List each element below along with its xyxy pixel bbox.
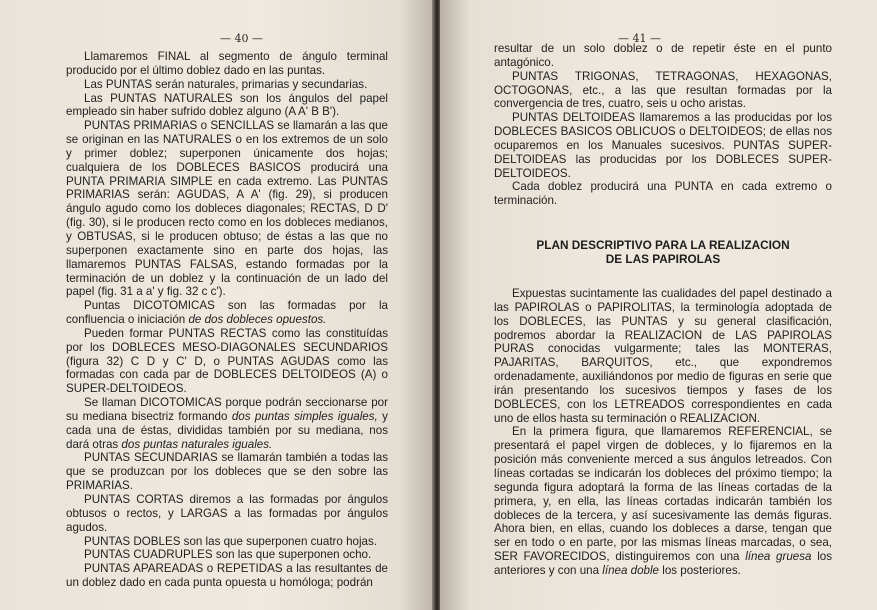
paragraph: PUNTAS DELTOIDEAS llamaremos a las producidas por los DOBLECES BASICOS OBLICUOS o DELTOIDEOS; de ellas nos ocuparemos en los Manuales sucesivos. PUNTAS SUPER-DELTOIDEAS las producidas por los DOBLECES SUPER-DELTOIDEOS. (494, 111, 832, 180)
paragraph: Pueden formar PUNTAS RECTAS como las constituídas por los DOBLECES MESO-DIAGONALES SECUNDARIOS (figura 32) C D y C' D, o PUNTAS AGUDAS como las formadas con cada par de DOBLECES DELTOIDEOS (A) o SUPER-DELTOIDEOS. (66, 326, 388, 396)
paragraph: PUNTAS CUADRUPLES son las que superponen ocho. (84, 548, 372, 562)
paragraph: Expuestas sucintamente las cualidades del papel destinado a las PAPIROLAS o PAPIROLITAS, la terminología adoptada de los DOBLECES, las PUNTAS y su general clasificación, podremos abordar la REALIZACION de LAS PAPIROLAS PURAS conocidas vulgarmente; tales las MONTERAS, PAJARITAS, BARQUITOS, etc., que expondremos ordenadamente, auxiliándonos por medio de figuras en serie que irán presentando los sucesivos tiempos y fases de los DOBLECES, con los LETREADOS correspondientes en cada uno de ellos hasta su terminación o REALIZACION. (494, 287, 832, 425)
italic-text: dos puntas simples iguales, (231, 409, 378, 423)
paragraph: PUNTAS SECUNDARIAS se llamarán también a todas las que se produzcan por los dobleces que se den sobre las PRIMARIAS. (66, 451, 388, 493)
paragraph: Llamaremos FINAL al segmento de ángulo terminal producido por el último doblez dado en las puntas. (66, 50, 388, 77)
paragraph: Cada doblez producirá una PUNTA en cada extremo o terminación. (494, 180, 832, 208)
paragraph: PUNTAS TRIGONAS, TETRAGONAS, HEXAGONAS, OCTOGONAS, etc., a las que resultan formadas por la convergencia de tres, cuatro, seis u ocho aristas. (494, 69, 832, 111)
paragraph-text: los posteriores. (659, 563, 741, 577)
paragraph-text: Se llaman DICOTOMICAS porque podrán seccionarse por su mediana bisectriz formando (66, 396, 388, 423)
paragraph (66, 396, 388, 451)
heading-line: PLAN DESCRIPTIVO PARA LA REALIZACION (536, 238, 790, 252)
section-heading (494, 238, 832, 266)
italic-text: línea gruesa (745, 550, 812, 564)
paragraph: PUNTAS PRIMARIAS o SENCILLAS se llamarán a las que se originan en las NATURALES o en los extremos de un solo y primer doblez; superponen únicamente dos hojas; cualquiera de los DOBLECES BASICOS producirá una PUNTA PRIMARIA SIMPLE en cada extremo. Las PUNTAS PRIMARIAS serán: AGUDAS, A A' (fig. 29), si producen ángulo agudo como los dobleces diagonales; RECTAS, D D' (fig. 30), si le producen recto como en los dobleces medianos, y OBTUSAS, si le producen obtuso; de éstas a las que no superponen exactamente sino en parte dos hojas, las llamaremos PUNTAS FALSAS, estando formadas por la terminación de un doblez y la continuación de un lado del papel (fig. 31 a a' y fig. 32 c c'). (66, 119, 388, 299)
paragraph: Las PUNTAS serán naturales, primarias y secundarias. (84, 77, 368, 91)
paragraph: PUNTAS DOBLES son las que superponen cuatro hojas. (84, 534, 378, 548)
paragraph-text: los anteriores y con una (494, 550, 833, 577)
right-page-body-text (494, 287, 832, 578)
paragraph: resultar de un solo doblez o de repetir éste en el punto antagónico. (494, 42, 832, 69)
right-page-number: — 41 — (618, 32, 661, 45)
heading-line: DE LAS PAPIROLAS (605, 252, 721, 266)
italic-text: dos puntas naturales iguales. (121, 437, 273, 451)
left-page-text (66, 50, 388, 590)
paragraph-text: y cada una de éstas, divididas también por su mediana, nos dará otras (66, 409, 388, 451)
paragraph (494, 425, 832, 577)
right-page (440, 0, 877, 610)
paragraph (66, 299, 388, 327)
right-page-top-text (494, 42, 832, 208)
paragraph: Las PUNTAS NATURALES son los ángulos del papel empleado sin haber sufrido doblez alguno (A A' B B'). (66, 91, 388, 119)
paragraph: PUNTAS APAREADAS o REPETIDAS a las resultantes de un doblez dado en cada punta opuesta u homóloga; podrán (66, 562, 388, 590)
paragraph: PUNTAS CORTAS diremos a las formadas por ángulos obtusos o rectos, y LARGAS a las formadas por ángulos agudos. (66, 493, 388, 534)
italic-text: línea doble (602, 563, 660, 577)
paragraph-text: Puntas DICOTOMICAS son las formadas por la confluencia o iniciación (66, 299, 388, 327)
left-page-number: — 40 — (220, 32, 263, 45)
italic-text: de dos dobleces opuestos. (188, 313, 327, 327)
paragraph-text: En la primera figura, que llamaremos REFERENCIAL, se presentará el papel virgen de dobleces, y lo fijaremos en la posición más conveniente merced a sus ángulos letreados. Con líneas cortadas se indicarán los dobleces del próximo tiempo; la segunda figura adoptará la forma de las líneas cortadas de la primera, y, en ella, las líneas cortadas indicarán también los dobleces de la tercera, y así sucesivamente las demás figuras. Ahora bien, en ellas, cuando los dobleces a darse, tengan que ser en todo o en parte, por las mismas líneas marcadas, o sea, SER FAVORECIDOS, distinguiremos con una (494, 425, 832, 564)
left-page (0, 0, 434, 610)
